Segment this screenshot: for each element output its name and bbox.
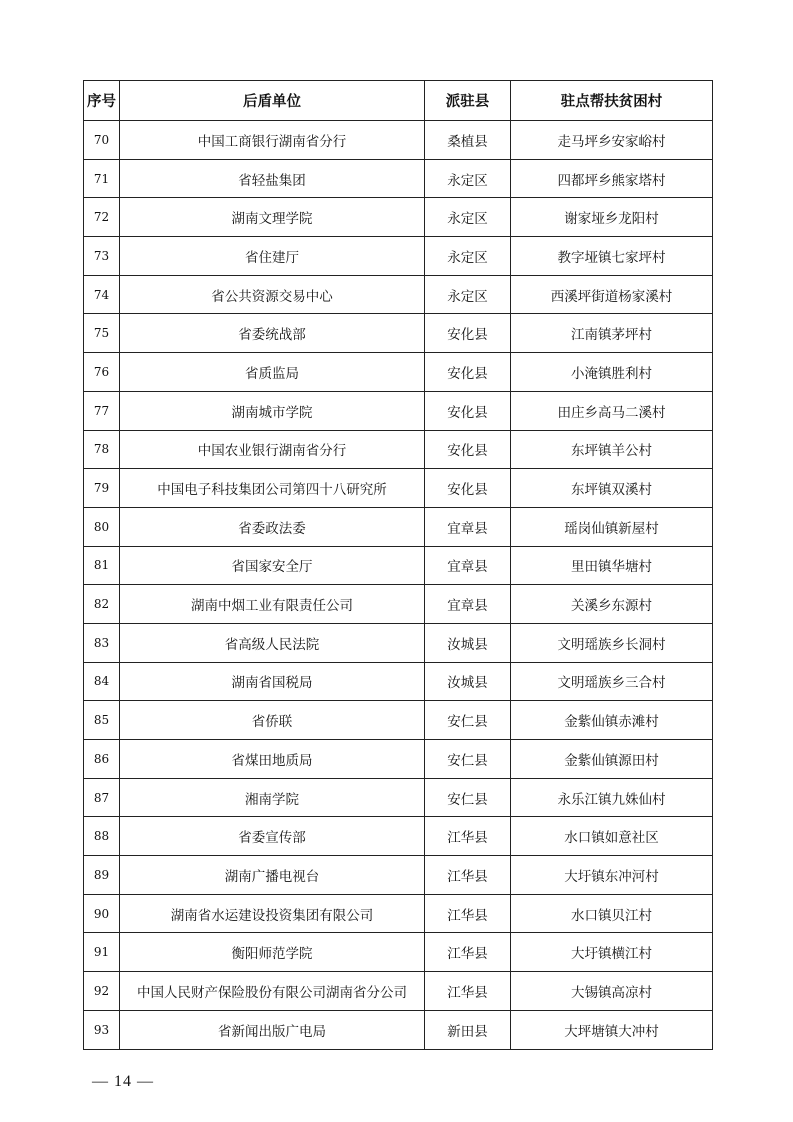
cell-seq: 74 [84,275,120,314]
cell-county: 江华县 [425,894,511,933]
table-row [84,740,713,779]
cell-unit: 省煤田地质局 [120,740,425,779]
cell-seq: 77 [84,391,120,430]
cell-county: 安化县 [425,469,511,508]
table-row [84,507,713,546]
cell-county: 安化县 [425,430,511,469]
cell-unit: 中国农业银行湖南省分行 [120,430,425,469]
cell-county: 永定区 [425,237,511,276]
cell-unit: 湖南中烟工业有限责任公司 [120,585,425,624]
cell-unit: 省委统战部 [120,314,425,353]
cell-unit: 中国工商银行湖南省分行 [120,121,425,160]
cell-seq: 83 [84,623,120,662]
cell-unit: 湖南文理学院 [120,198,425,237]
cell-county: 宜章县 [425,546,511,585]
cell-county: 永定区 [425,198,511,237]
cell-seq: 72 [84,198,120,237]
table-row [84,469,713,508]
page-number: — 14 — [92,1073,154,1090]
cell-seq: 89 [84,856,120,895]
table-row [84,391,713,430]
cell-unit: 湖南省国税局 [120,662,425,701]
cell-village: 大锡镇高凉村 [511,972,713,1011]
table-row [84,972,713,1011]
cell-unit: 中国电子科技集团公司第四十八研究所 [120,469,425,508]
cell-village: 大坪塘镇大冲村 [511,1010,713,1049]
cell-unit: 省新闻出版广电局 [120,1010,425,1049]
cell-village: 文明瑶族乡三合村 [511,662,713,701]
cell-county: 新田县 [425,1010,511,1049]
table-row [84,198,713,237]
cell-unit: 衡阳师范学院 [120,933,425,972]
cell-village: 东坪镇双溪村 [511,469,713,508]
cell-county: 安化县 [425,391,511,430]
cell-county: 宜章县 [425,507,511,546]
cell-village: 东坪镇羊公村 [511,430,713,469]
cell-seq: 80 [84,507,120,546]
cell-unit: 省委政法委 [120,507,425,546]
cell-village: 走马坪乡安家峪村 [511,121,713,160]
cell-seq: 93 [84,1010,120,1049]
cell-county: 安仁县 [425,778,511,817]
table-row [84,623,713,662]
cell-unit: 省公共资源交易中心 [120,275,425,314]
header-seq: 序号 [84,81,120,121]
cell-village: 里田镇华塘村 [511,546,713,585]
cell-village: 永乐江镇九姝仙村 [511,778,713,817]
table-row [84,159,713,198]
cell-unit: 省国家安全厅 [120,546,425,585]
cell-seq: 71 [84,159,120,198]
cell-unit: 省委宣传部 [120,817,425,856]
cell-county: 永定区 [425,159,511,198]
table-row [84,585,713,624]
cell-village: 西溪坪街道杨家溪村 [511,275,713,314]
table-row [84,894,713,933]
cell-village: 金紫仙镇源田村 [511,740,713,779]
cell-seq: 75 [84,314,120,353]
table-row [84,314,713,353]
table-body [84,121,713,1050]
table-row [84,353,713,392]
header-unit: 后盾单位 [120,81,425,121]
cell-seq: 81 [84,546,120,585]
cell-seq: 79 [84,469,120,508]
table-row [84,817,713,856]
cell-village: 水口镇贝江村 [511,894,713,933]
cell-village: 四都坪乡熊家塔村 [511,159,713,198]
cell-county: 江华县 [425,972,511,1011]
cell-unit: 省侨联 [120,701,425,740]
cell-seq: 87 [84,778,120,817]
cell-unit: 省高级人民法院 [120,623,425,662]
cell-seq: 92 [84,972,120,1011]
header-county: 派驻县 [425,81,511,121]
cell-village: 谢家垭乡龙阳村 [511,198,713,237]
poverty-assistance-table [83,80,713,1050]
cell-county: 江华县 [425,817,511,856]
table-row [84,856,713,895]
cell-seq: 73 [84,237,120,276]
table-header [84,81,713,121]
table-row [84,778,713,817]
header-village: 驻点帮扶贫困村 [511,81,713,121]
cell-county: 安化县 [425,353,511,392]
table-row [84,275,713,314]
cell-village: 金紫仙镇赤滩村 [511,701,713,740]
cell-county: 江华县 [425,856,511,895]
cell-unit: 湖南城市学院 [120,391,425,430]
cell-seq: 76 [84,353,120,392]
cell-county: 汝城县 [425,623,511,662]
table-row [84,701,713,740]
cell-county: 江华县 [425,933,511,972]
cell-county: 安仁县 [425,701,511,740]
cell-seq: 91 [84,933,120,972]
cell-village: 文明瑶族乡长洞村 [511,623,713,662]
cell-county: 宜章县 [425,585,511,624]
cell-unit: 省质监局 [120,353,425,392]
cell-county: 安仁县 [425,740,511,779]
cell-county: 桑植县 [425,121,511,160]
cell-village: 关溪乡东源村 [511,585,713,624]
header-row [84,81,713,121]
cell-village: 大圩镇横江村 [511,933,713,972]
cell-seq: 70 [84,121,120,160]
cell-seq: 88 [84,817,120,856]
table-row [84,121,713,160]
cell-village: 田庄乡高马二溪村 [511,391,713,430]
cell-village: 江南镇茅坪村 [511,314,713,353]
cell-village: 教字垭镇七家坪村 [511,237,713,276]
table-row [84,933,713,972]
cell-unit: 省住建厅 [120,237,425,276]
cell-village: 小淹镇胜利村 [511,353,713,392]
table-row [84,546,713,585]
cell-village: 瑶岗仙镇新屋村 [511,507,713,546]
cell-seq: 86 [84,740,120,779]
cell-seq: 78 [84,430,120,469]
cell-seq: 84 [84,662,120,701]
cell-unit: 湖南省水运建设投资集团有限公司 [120,894,425,933]
cell-county: 汝城县 [425,662,511,701]
cell-seq: 90 [84,894,120,933]
cell-seq: 82 [84,585,120,624]
cell-unit: 省轻盐集团 [120,159,425,198]
cell-unit: 中国人民财产保险股份有限公司湖南省分公司 [120,972,425,1011]
cell-unit: 湖南广播电视台 [120,856,425,895]
table-row [84,237,713,276]
cell-village: 水口镇如意社区 [511,817,713,856]
cell-seq: 85 [84,701,120,740]
table-row [84,662,713,701]
cell-county: 永定区 [425,275,511,314]
table-row [84,430,713,469]
cell-unit: 湘南学院 [120,778,425,817]
cell-county: 安化县 [425,314,511,353]
cell-village: 大圩镇东冲河村 [511,856,713,895]
table-row [84,1010,713,1049]
